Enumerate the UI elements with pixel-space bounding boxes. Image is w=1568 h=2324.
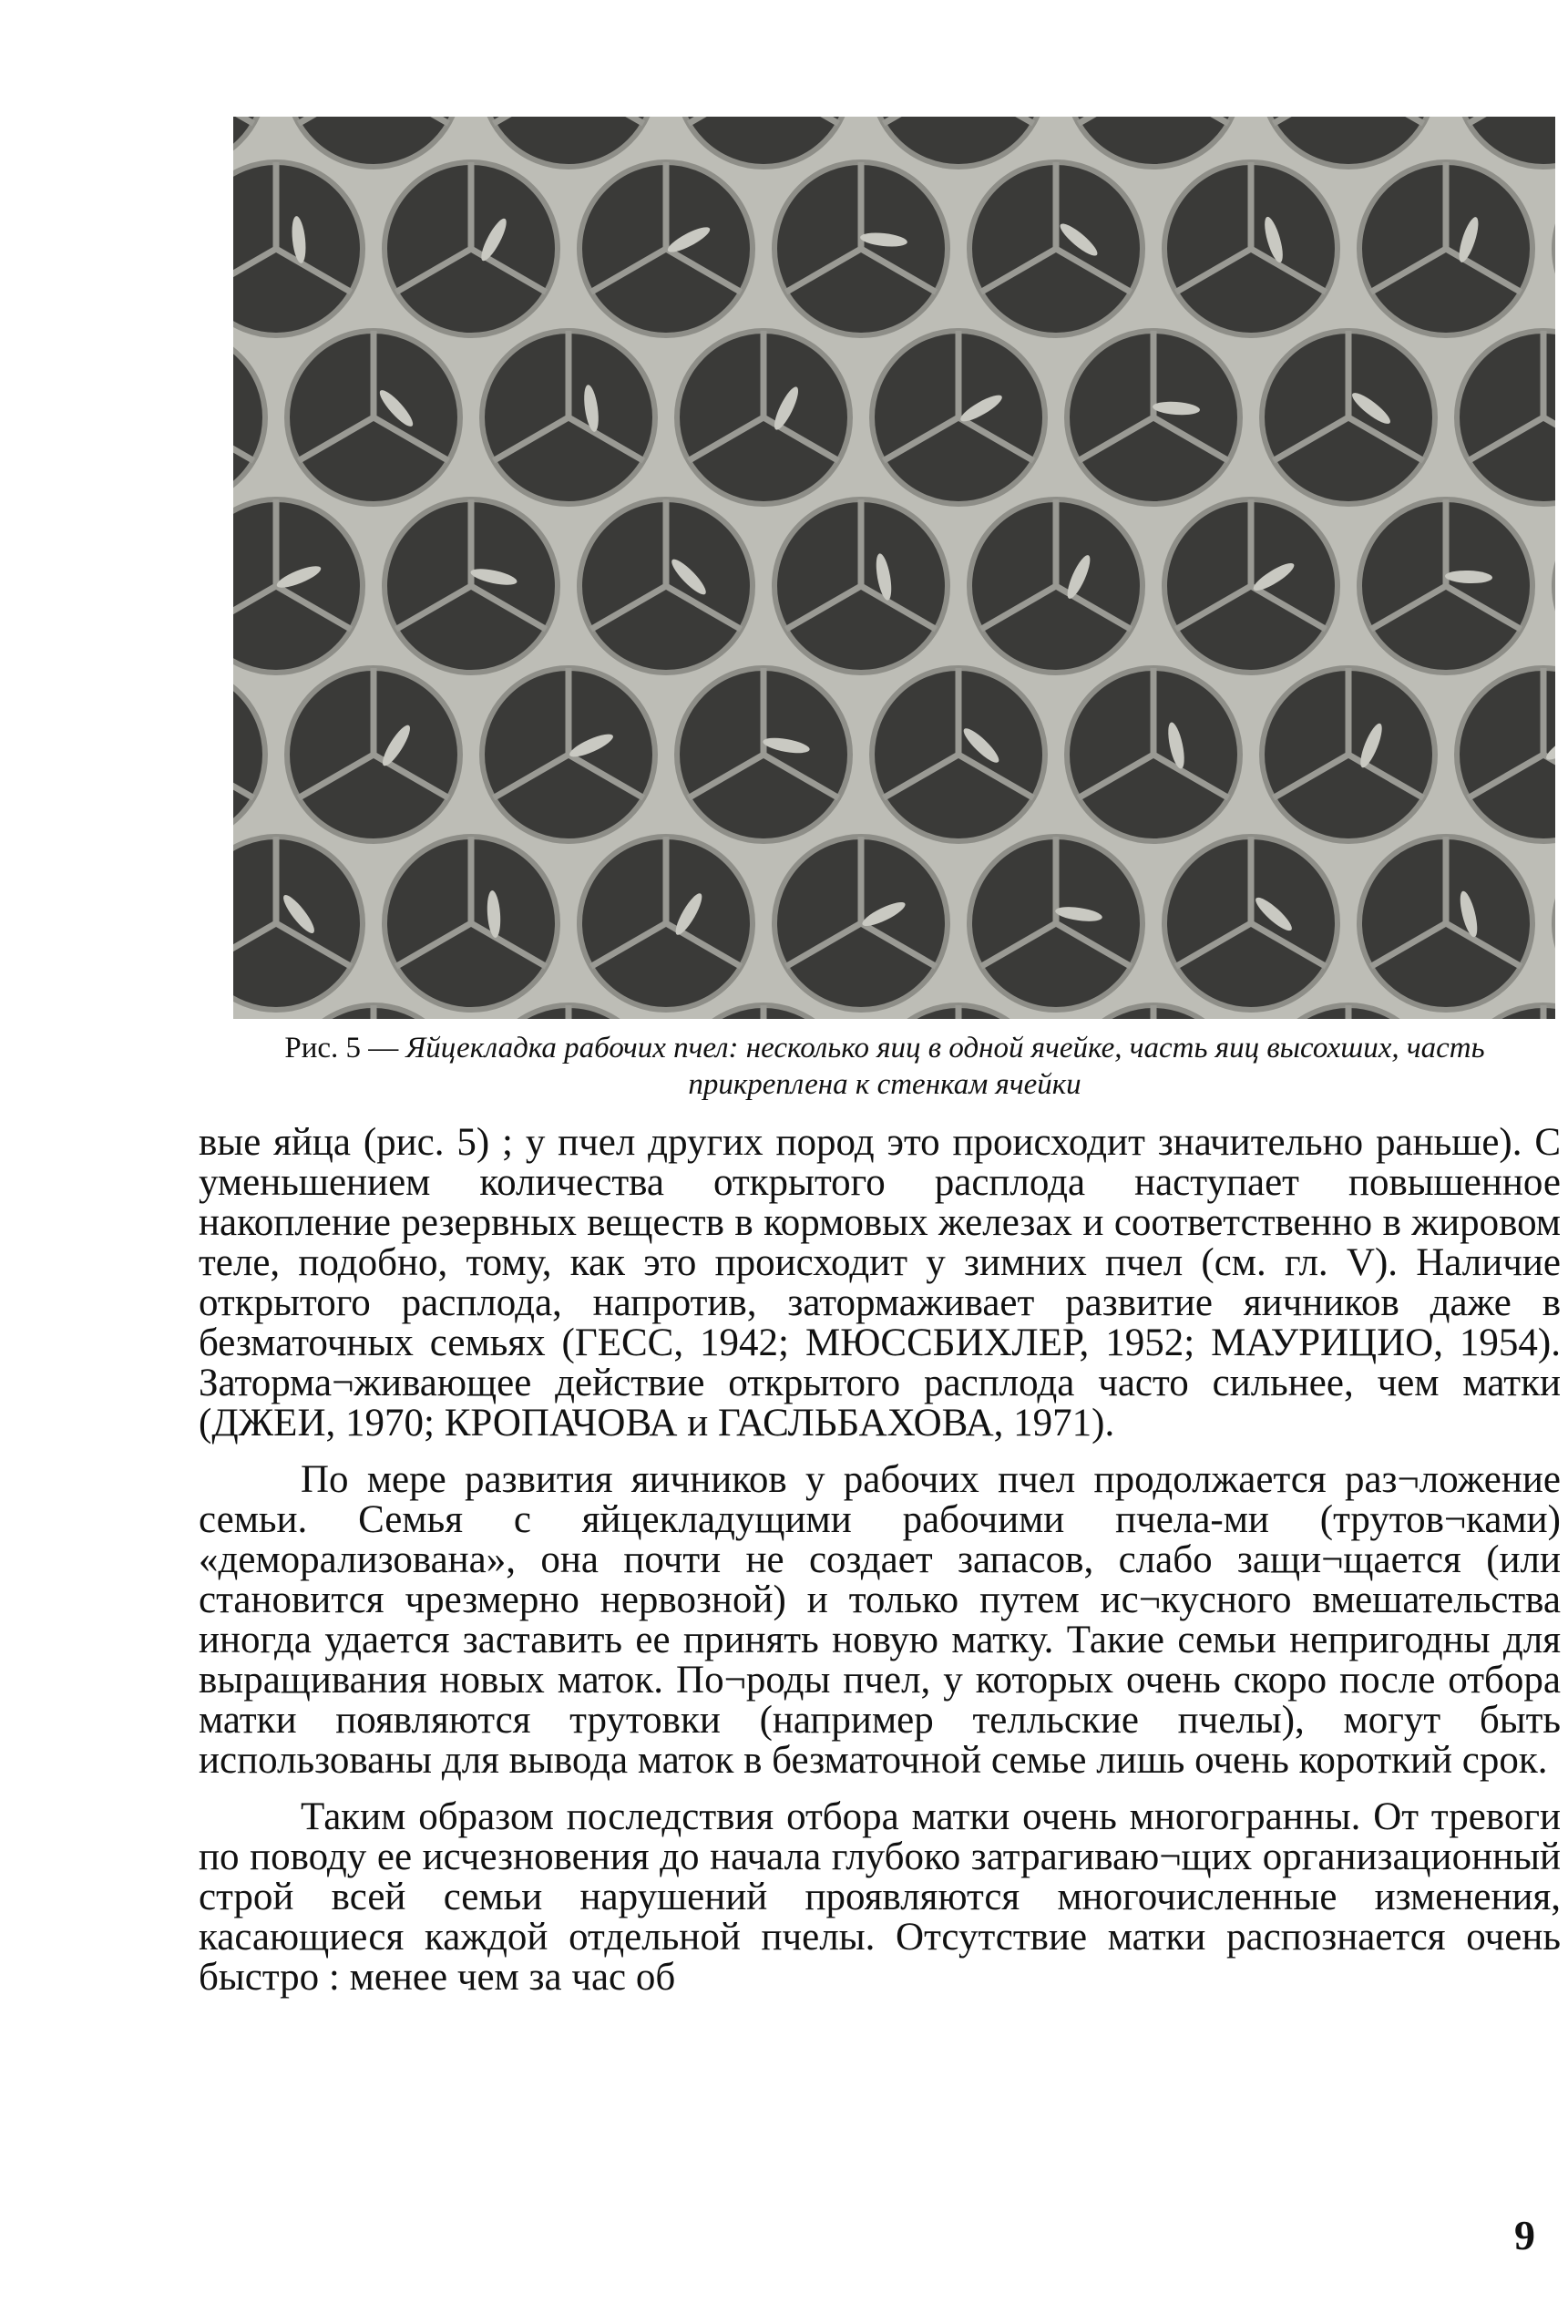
page-number: 9 — [1514, 2212, 1535, 2258]
paragraph-2: По мере развития яичников у рабочих пчел продолжается раз¬ложение семьи. Семья с яйцекладущими рабочими пчела-ми (трутов¬ками) «деморализована», она почти не создает запасов, слабо защи¬щается (или становится чрезмерно нервозной) и только путем ис¬кусного вмешательства иногда удается заставить ее принять новую матку. Такие семьи непригодны для выращивания новых маток. По¬роды пчел, у которых очень скоро после отбора матки появляются трутовки (например телльские пчелы), могут быть использованы для вывода маток в безматочной семье лишь очень короткий срок. — [199, 1458, 1561, 1782]
honeycomb-photo — [233, 117, 1555, 1019]
paragraph-1: вые яйца (рис. 5) ; у пчел других пород это происходит значительно раньше). С уменьшением количества открытого расплода наступает повышенное накопление резервных веществ в кормовых железах и соответственно в жировом теле, подобно, тому, как это происходит у зимних пчел (см. гл. V). Наличие открытого расплода, напротив, затормаживает развитие яичников даже в безматочных семьях (ГЕСС, 1942; МЮССБИХЛЕР, 1952; МАУРИЦИО, 1954). Заторма¬живающее действие открытого расплода часто сильнее, чем матки (ДЖЕИ, 1970; КРОПАЧОВА и ГАСЛЬБАХОВА, 1971). — [199, 1121, 1561, 1445]
figure-caption-text: Яйцекладка рабочих пчел: несколько яиц в одной ячейке, часть яиц высохших, часть прикреплена к стенкам ячейки — [405, 1032, 1485, 1101]
honeycomb-cells-image — [233, 117, 1555, 1019]
body-text — [199, 1123, 1561, 2014]
paragraph-3: Таким образом последствия отбора матки очень многогранны. От тревоги по поводу ее исчезновения до начала глубоко затрагиваю¬щих организационный строй всей семьи нарушений проявляются многочисленные изменения, касающиеся каждой отдельной пчелы. Отсутствие матки распознается очень быстро : менее чем за час об — [199, 1795, 1561, 1999]
figure-caption-label: Рис. 5 — — [284, 1032, 406, 1064]
figure-caption — [208, 1030, 1562, 1103]
